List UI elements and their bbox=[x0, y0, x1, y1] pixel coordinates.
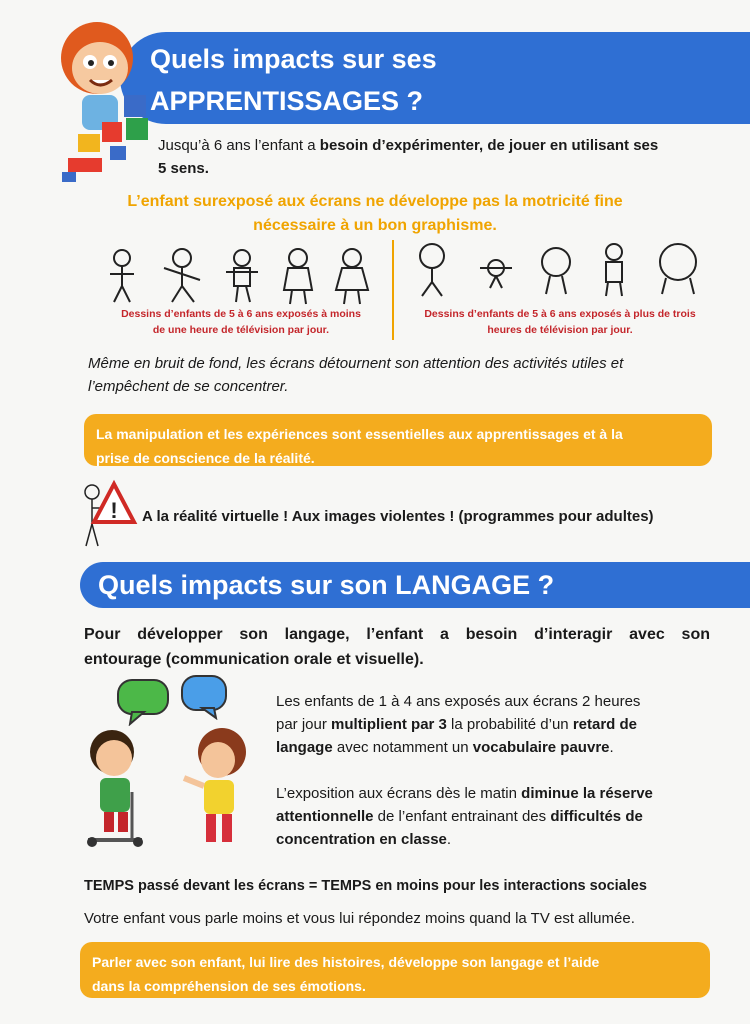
warning-sign-icon bbox=[82, 478, 138, 550]
section2-intro bbox=[84, 622, 710, 672]
intro-bold-end: 5 sens. bbox=[158, 160, 209, 177]
morning-line2a: attentionnelle bbox=[276, 808, 374, 825]
morning-line2b: de l’enfant entrainant des bbox=[373, 808, 551, 825]
caption-left-line1: Dessins d’enfants de 5 à 6 ans exposés à moins bbox=[121, 308, 361, 320]
morning-line3: concentration en classe bbox=[276, 831, 447, 848]
stat-line3b: avec notamment un bbox=[332, 739, 473, 756]
morning-line2c: difficultés de bbox=[550, 808, 643, 825]
box-line1: La manipulation et les expériences sont essentielles aux apprentissages et à la bbox=[96, 426, 623, 442]
highlight-line1: L’enfant surexposé aux écrans ne développe pas la motricité fine bbox=[127, 193, 623, 210]
section2-title-banner bbox=[80, 562, 750, 608]
caption-right-line1: Dessins d’enfants de 5 à 6 ans exposés à plus de trois bbox=[424, 308, 696, 320]
section2-stat-paragraph bbox=[276, 690, 716, 759]
paragraph-line1: Même en bruit de fond, les écrans détournent son attention des activités utiles et bbox=[88, 355, 624, 372]
stat-line2d: retard de bbox=[572, 716, 638, 733]
section1-title-line2: APPRENTISSAGES ? bbox=[150, 86, 424, 116]
section2-morning-paragraph bbox=[276, 782, 716, 851]
section2-key-message-box bbox=[80, 942, 710, 998]
intro-bold: besoin d’expérimenter, de jouer en utilisant ses bbox=[319, 137, 659, 154]
tv-statement: Votre enfant vous parle moins et vous lui répondez moins quand la TV est allumée. bbox=[84, 910, 635, 927]
drawings-divider bbox=[392, 240, 394, 340]
section2-intro-line2: entourage (communication orale et visuelle). bbox=[84, 651, 424, 668]
caption-right-line2: heures de télévision par jour. bbox=[487, 324, 633, 336]
stat-line2b: multiplient par 3 bbox=[331, 716, 447, 733]
caption-high-exposure bbox=[400, 306, 720, 338]
drawings-high-exposure bbox=[410, 242, 710, 302]
drawings-low-exposure bbox=[100, 246, 380, 308]
stat-line2c: la probabilité d’un bbox=[446, 716, 573, 733]
section1-paragraph bbox=[88, 352, 728, 398]
morning-line1a: L’exposition aux écrans dès le matin bbox=[276, 785, 522, 802]
paragraph-line2: l’empêchent de se concentrer. bbox=[88, 378, 289, 395]
box2-line1: Parler avec son enfant, lui lire des histoires, développe son langage et l’aide bbox=[92, 954, 600, 970]
section1-key-message-box bbox=[84, 414, 712, 466]
warning-text: A la réalité virtuelle ! Aux images violentes ! (programmes pour adultes) bbox=[142, 508, 654, 525]
section1-title-banner bbox=[120, 32, 750, 124]
section1-title-line1: Quels impacts sur ses bbox=[150, 44, 437, 74]
svg-text:!: ! bbox=[110, 498, 118, 523]
temps-statement: TEMPS passé devant les écrans = TEMPS en moins pour les interactions sociales bbox=[84, 878, 647, 894]
speech-bubble-blue-icon bbox=[180, 674, 230, 720]
stat-line3d: . bbox=[609, 739, 614, 756]
highlight-line2: nécessaire à un bon graphisme. bbox=[253, 217, 497, 234]
section2-title: Quels impacts sur son LANGAGE ? bbox=[98, 570, 555, 600]
speech-bubble-green-icon bbox=[116, 678, 172, 726]
section2-intro-line1: Pour développer son langage, l’enfant a besoin d’interagir avec son bbox=[84, 626, 710, 643]
intro-text: Jusqu’à 6 ans l’enfant a bbox=[158, 137, 320, 154]
stat-line2a: par jour bbox=[276, 716, 332, 733]
morning-line1b: diminue la réserve bbox=[521, 785, 653, 802]
stat-line3a: langage bbox=[276, 739, 333, 756]
morning-line3-end: . bbox=[446, 831, 452, 848]
boy-with-blocks-illustration bbox=[52, 10, 162, 185]
caption-left-line2: de une heure de télévision par jour. bbox=[152, 324, 330, 336]
section1-intro bbox=[158, 134, 718, 180]
caption-low-exposure bbox=[96, 306, 386, 338]
stat-line1: Les enfants de 1 à 4 ans exposés aux écrans 2 heures bbox=[276, 693, 641, 710]
stat-line3c: vocabulaire pauvre bbox=[472, 739, 610, 756]
section1-highlight bbox=[0, 190, 750, 238]
box-line2: prise de conscience de la réalité. bbox=[96, 450, 315, 466]
children-talking-illustration bbox=[72, 722, 262, 852]
box2-line2: dans la compréhension de ses émotions. bbox=[92, 978, 366, 994]
